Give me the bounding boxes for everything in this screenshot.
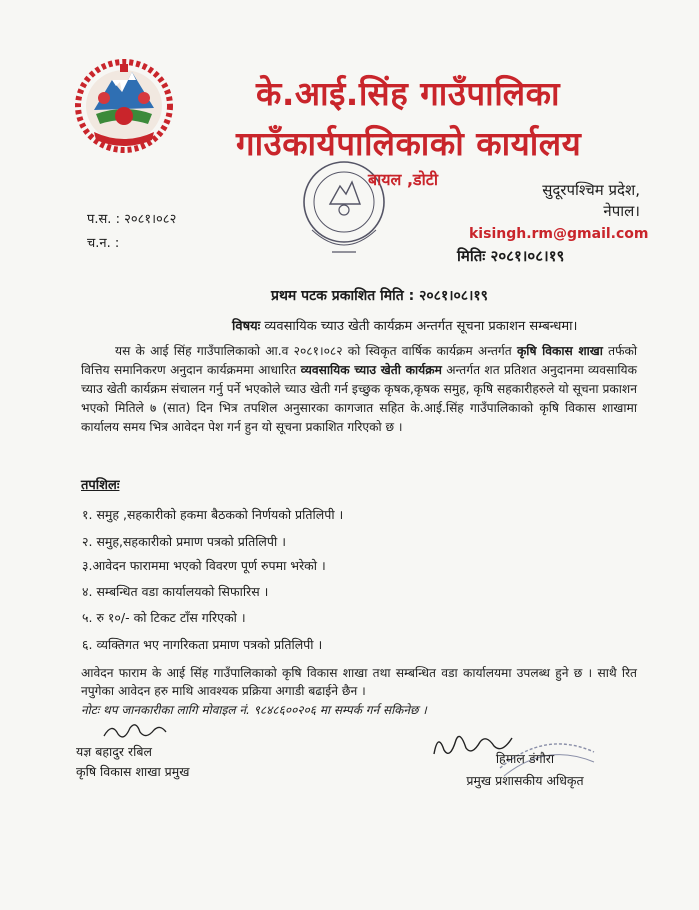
notice-body bbox=[81, 342, 637, 437]
body-bold1: कृषि विकास शाखा bbox=[516, 344, 603, 358]
list-item: ३.आवेदन फाराममा भएको विवरण पूर्ण रुपमा भरेको । bbox=[82, 558, 326, 573]
list-item: ६. व्यक्तिगत भए नागरिकता प्रमाण पत्रको प्रतिलिपी । bbox=[82, 637, 323, 652]
closing-paragraph: आवेदन फाराम के आई सिंह गाउँपालिकाको कृषि विकास शाखा तथा सम्बन्धित वडा कार्यालयमा उपलब्ध हुने छ । साथै रित नपुगेका आवेदन हरु माथि आवश्यक प्रक्रिया अगाडी बढाईने छैन । bbox=[81, 666, 637, 698]
body-part3: अन्तर्गत शत प्रतिशत अनुदानमा व्यवसायिक च्याउ खेती कार्यक्रम संचालन गर्नु पर्ने भएकोले च्याउ खेती गर्न इच्छुक कृषक,कृषक समुह, कृषि सहकारीहरुले यो सूचना प्रकाशन भएको मितिले ७ (सात) दिन भित्र तपशिल अनुसारका कागजात सहित के.आई.सिंह गाउँपालिकाको कृषि विकास शाखामा कार्यालय समय भित्र आवेदन पेश गर्न हुन यो सूचना प्रकाशित गरिएको छ । bbox=[81, 363, 637, 434]
province-address bbox=[522, 180, 640, 222]
province-line2: नेपाल। bbox=[603, 202, 640, 220]
list-item: २. समुह,सहकारीको प्रमाण पत्रको प्रतिलिपी । bbox=[82, 534, 286, 549]
body-part1: यस के आई सिंह गाउँपालिकाको आ.व २०८१।०८२ को स्विकृत वार्षिक कार्यक्रम अन्तर्गत bbox=[115, 344, 517, 358]
list-item: १. समुह ,सहकारीको हकमा बैठकको निर्णयको प्रतिलिपी । bbox=[82, 507, 344, 522]
letter-date: मितिः २०८१।०८।१९ bbox=[457, 247, 565, 265]
office-title-line1: के.आई.सिंह गाउँपालिका bbox=[256, 74, 561, 113]
province-line1: सुदूरपश्चिम प्रदेश, bbox=[542, 181, 640, 199]
signatory-right-title: प्रमुख प्रशासकीय अधिकृत bbox=[466, 773, 584, 788]
subject-text: व्यवसायिक च्याउ खेती कार्यक्रम अन्तर्गत सूचना प्रकाशन सम्बन्धमा। bbox=[260, 319, 578, 334]
tapasil-heading: तपशिलः bbox=[81, 478, 120, 493]
signatory-right bbox=[450, 748, 600, 792]
dispatch-number: च.न. : bbox=[87, 236, 120, 251]
subject-label: विषयः bbox=[232, 319, 261, 334]
reference-block bbox=[87, 208, 176, 256]
office-email: kisingh.rm@gmail.com bbox=[469, 226, 649, 242]
office-location: बायल ,डोटी bbox=[368, 170, 438, 189]
signatory-right-name: हिमाल डंगौरा bbox=[495, 751, 555, 766]
subject-line bbox=[232, 316, 577, 334]
nepal-emblem-icon bbox=[74, 58, 174, 154]
office-title-line2: गाउँकार्यपालिकाको कार्यालय bbox=[236, 124, 582, 163]
body-part2: तर्फको वित्तिय समानिकरण अनुदान कार्यक्रममा आधारित bbox=[81, 344, 638, 377]
reference-number: प.स. : २०८१।०८२ bbox=[87, 212, 177, 227]
contact-note: नोटः थप जानकारीका लागि मोवाइल नं. ९८४८६००२०६ मा सम्पर्क गर्न सकिनेछ । bbox=[81, 703, 427, 717]
list-item: ४. सम्बन्धित वडा कार्यालयको सिफारिस । bbox=[82, 584, 269, 599]
signatory-left-name: यज्ञ बहादुर रबिल bbox=[76, 744, 152, 759]
list-item: ५. रु १०/- को टिकट टाँस गरिएको । bbox=[82, 610, 246, 625]
published-date: प्रथम पटक प्रकाशित मिति : २०८१।०८।१९ bbox=[271, 288, 488, 304]
signatory-left-title: कृषि विकास शाखा प्रमुख bbox=[76, 764, 190, 779]
signatory-left bbox=[76, 728, 189, 782]
body-bold2: व्यवसायिक च्याउ खेती कार्यक्रम bbox=[300, 363, 442, 377]
